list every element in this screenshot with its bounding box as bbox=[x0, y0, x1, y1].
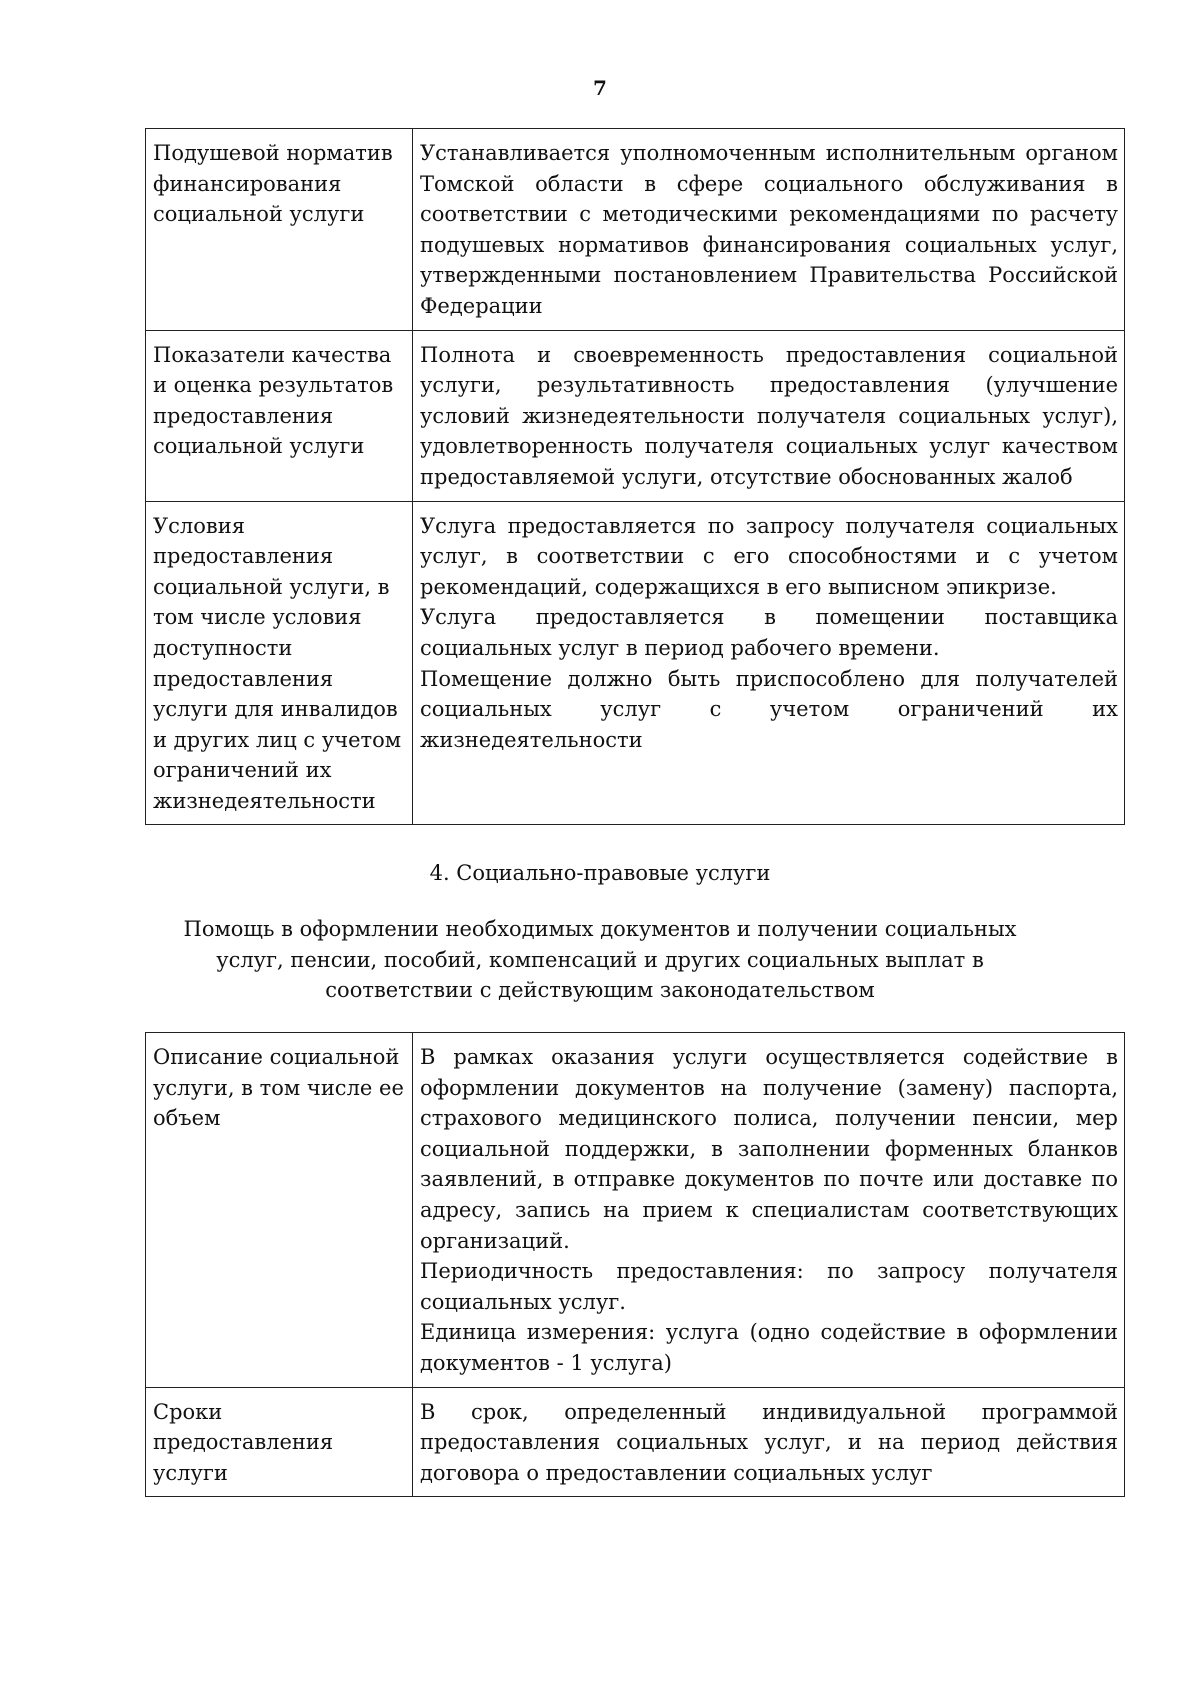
service-table-1 bbox=[145, 128, 1125, 825]
service-table-2 bbox=[145, 1032, 1125, 1497]
table-row bbox=[146, 1387, 1125, 1497]
page-number: 7 bbox=[593, 76, 607, 100]
section-subtitle: Помощь в оформлении необходимых документов и получении социальных услуг, пенсии, пособий, компенсаций и других социальных выплат в соответствии с действующим законодательством bbox=[183, 917, 1017, 1002]
paragraph: В срок, определенный индивидуальной программой предоставления социальных услуг, и на период действия договора о предоставлении социальных услуг bbox=[420, 1399, 1118, 1485]
paragraph: Единица измерения: услуга (одно содействие в оформлении документов - 1 услуга) bbox=[420, 1320, 1118, 1375]
row-label: Описание социальной услуги, в том числе ее объем bbox=[146, 1033, 413, 1388]
row-label: Показатели качества и оценка результатов предоставления социальной услуги bbox=[146, 330, 413, 501]
row-label: Условия предоставления социальной услуги, в том числе условия доступности предоставления услуги для инвалидов и других лиц с учетом ограничений их жизнедеятельности bbox=[146, 501, 413, 825]
paragraph: Помещение должно быть приспособлено для получателей социальных услуг с учетом ограничений их жизнедеятельности bbox=[420, 666, 1118, 752]
row-value bbox=[413, 129, 1125, 331]
paragraph: В рамках оказания услуги осуществляется содействие в оформлении документов на получение (замену) паспорта, страхового медицинского полиса, получении пенсии, мер социальной поддержки, в заполнении форменных бланков заявлений, в отправке документов по почте или доставке по адресу, запись на прием к специалистам соответствующих организаций. bbox=[420, 1045, 1118, 1253]
row-label: Сроки предоставления услуги bbox=[146, 1387, 413, 1497]
table-row bbox=[146, 1033, 1125, 1388]
paragraph: Устанавливается уполномоченным исполнительным органом Томской области в сфере социального обслуживания в соответствии с методическими рекомендациями по расчету подушевых нормативов финансирования социальных услуг, утвержденными постановлением Правительства Российской Федерации bbox=[420, 141, 1118, 318]
paragraph: Услуга предоставляется в помещении поставщика социальных услуг в период рабочего времени. bbox=[420, 605, 1118, 660]
section-title: 4. Социально-правовые услуги bbox=[429, 861, 771, 885]
row-value bbox=[413, 330, 1125, 501]
row-label: Подушевой норматив финансирования социальной услуги bbox=[146, 129, 413, 331]
paragraph: Полнота и своевременность предоставления социальной услуги, результативность предоставления (улучшение условий жизнедеятельности получателя социальных услуг), удовлетворенность получателя социальных услуг качеством предоставляемой услуги, отсутствие обоснованных жалоб bbox=[420, 342, 1118, 489]
paragraph: Услуга предоставляется по запросу получателя социальных услуг, в соответствии с его способностями и с учетом рекомендаций, содержащихся в его выписном эпикризе. bbox=[420, 513, 1118, 599]
table-row bbox=[146, 129, 1125, 331]
paragraph: Периодичность предоставления: по запросу получателя социальных услуг. bbox=[420, 1259, 1118, 1314]
table-row bbox=[146, 330, 1125, 501]
row-value bbox=[413, 501, 1125, 825]
row-value bbox=[413, 1033, 1125, 1388]
table-row bbox=[146, 501, 1125, 825]
row-value bbox=[413, 1387, 1125, 1497]
